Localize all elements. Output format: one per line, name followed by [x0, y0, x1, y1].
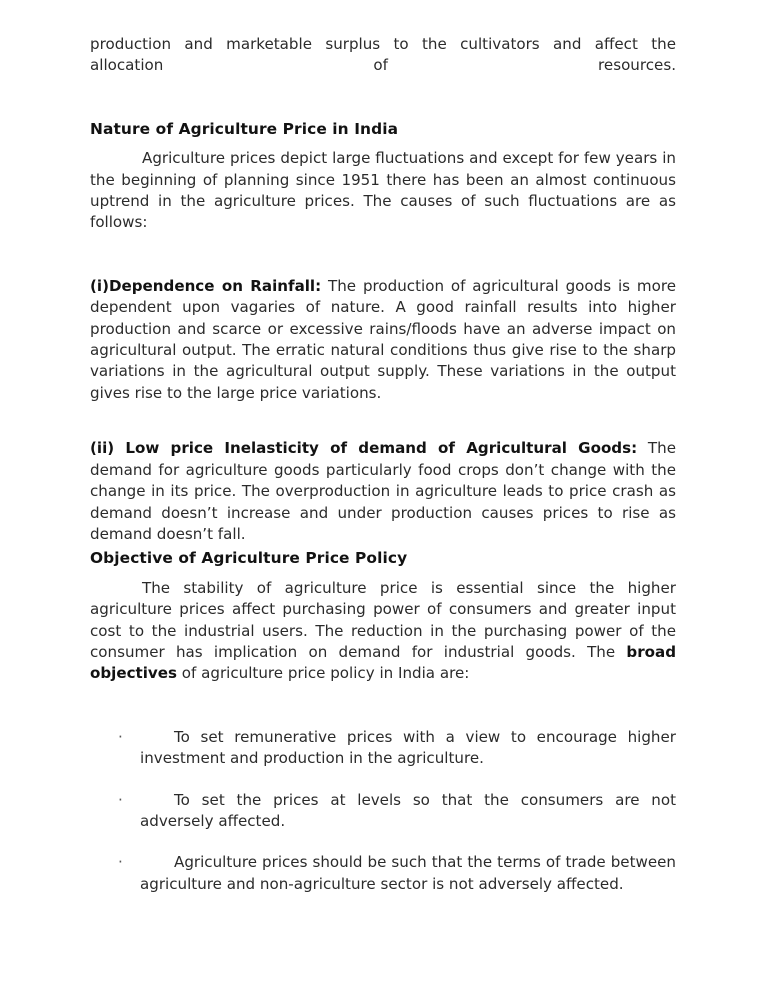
point-one-label: (i)Dependence on Rainfall:: [90, 276, 322, 295]
spacer: [90, 140, 676, 148]
point-two-text: The demand for agriculture goods particularly food crops don’t change with the change in its price. The overproduction in agriculture leads to price crash as demand doesn’t increase and under production causes prices to rise as demand doesn’t fall.: [90, 439, 676, 543]
heading-nature-of-agriculture-price: Nature of Agriculture Price in India: [90, 119, 399, 138]
list-item: [90, 852, 676, 895]
objective-paragraph-emphasis: broad objectives: [90, 642, 676, 683]
point-one-paragraph: [90, 276, 676, 404]
bullet-dot-icon: ·: [118, 727, 123, 746]
bullet-dot-icon: ·: [118, 853, 123, 872]
point-one-text: The production of agricultural goods is more dependent upon vagaries of nature. A good rainfall results into higher production and scarce or excessive rains/floods have an adverse impact on agricultural output. The erratic natural conditions thus give rise to the sharp variations in the agricultural output supply. These variations in the output gives rise to the large price variations.: [90, 276, 676, 402]
continued-paragraph: production and marketable surplus to the cultivators and affect the allocation of resources.: [90, 35, 676, 75]
spacer: [90, 570, 676, 578]
list-item: [90, 790, 676, 833]
point-two-paragraph: [90, 438, 676, 545]
nature-paragraph: Agriculture prices depict large fluctuations and except for few years in the beginning of planning since 1951 there has been an almost continuous uptrend in the agriculture prices. The causes of such fluctuations are as follows:: [90, 149, 676, 232]
bullet-dot-icon: ·: [118, 790, 123, 809]
objective-paragraph-part-two: of agriculture price policy in India are:: [176, 664, 470, 683]
page-content: [90, 34, 676, 895]
spacer: [90, 685, 676, 727]
list-item-text: To set the prices at levels so that the consumers are not adversely affected.: [140, 790, 676, 830]
list-item-text: To set remunerative prices with a view to encourage higher investment and production in the agriculture.: [140, 727, 676, 768]
spacer: [90, 77, 676, 119]
point-two-label: (ii) Low price Inelasticity of demand of Agricultural Goods:: [90, 439, 638, 458]
spacer: [90, 234, 676, 276]
list-item: [90, 727, 676, 770]
objective-paragraph-part-one: The stability of agriculture price is essential since the higher agriculture prices affect purchasing power of consumers and greater input cost to the industrial users. The reduction in the purchasing power of the consumer has implication on demand for industrial goods. The: [90, 578, 676, 661]
heading-objective-of-agriculture-price-policy: Objective of Agriculture Price Policy: [90, 549, 408, 568]
objectives-list: [90, 727, 676, 895]
objective-paragraph: [90, 578, 676, 685]
spacer: [90, 404, 676, 438]
list-item-text: Agriculture prices should be such that the terms of trade between agriculture and non-agriculture sector is not adversely affected.: [140, 853, 676, 893]
